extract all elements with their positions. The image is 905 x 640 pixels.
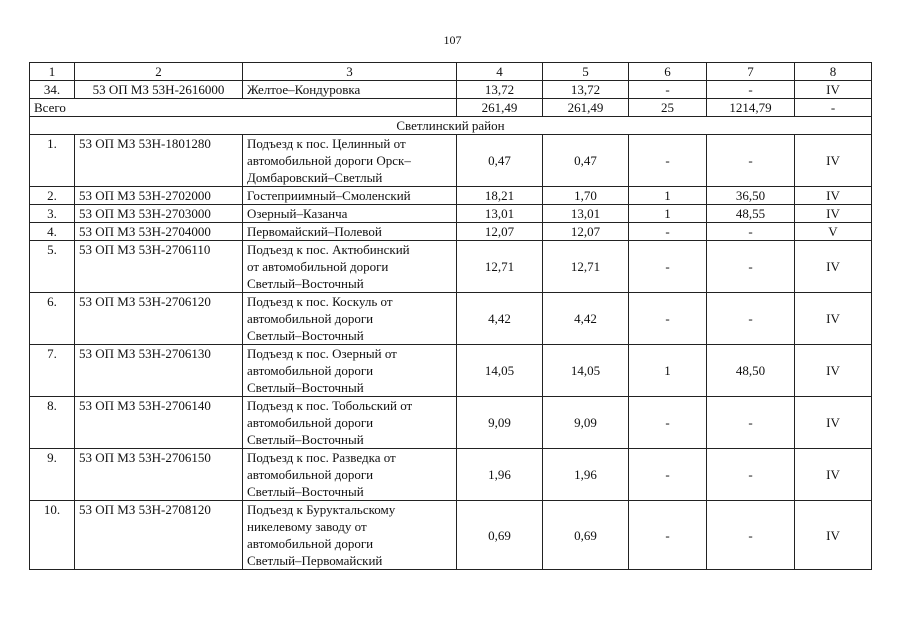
cell-col7: -: [707, 135, 795, 187]
road-name: [243, 223, 457, 241]
row-number: 2.: [30, 187, 75, 205]
road-code: 53 ОП МЗ 53Н-2706120: [75, 293, 243, 345]
page-number: 107: [443, 33, 462, 47]
header-cell: 5: [543, 63, 629, 81]
cell-col5: 12,07: [543, 223, 629, 241]
table-row: [30, 449, 872, 501]
road-name: Желтое–Кондуровка: [243, 81, 457, 99]
road-name: [243, 397, 457, 449]
row-number: 3.: [30, 205, 75, 223]
road-name-line: Озерный–Казанча: [247, 206, 348, 221]
cell-col8: IV: [795, 397, 872, 449]
road-name-line: Светлый–Восточный: [247, 276, 364, 291]
road-code: 53 ОП МЗ 53Н-2706110: [75, 241, 243, 293]
header-cell: 2: [75, 63, 243, 81]
road-name-line: Подъезд к пос. Тобольский от: [247, 398, 413, 413]
cell-col8: IV: [795, 81, 872, 99]
road-name: [243, 293, 457, 345]
road-name-line: автомобильной дороги: [247, 415, 374, 430]
total-col6: 25: [629, 99, 707, 117]
cell-col7: -: [707, 449, 795, 501]
cell-col6: 1: [629, 345, 707, 397]
section-row: [30, 117, 872, 135]
cell-col5: 1,70: [543, 187, 629, 205]
header-cell: 6: [629, 63, 707, 81]
road-name-line: Светлый–Восточный: [247, 380, 364, 395]
road-name-line: Подъезд к пос. Целинный от: [247, 136, 406, 151]
total-col4: 261,49: [457, 99, 543, 117]
road-name-line: автомобильной дороги: [247, 363, 374, 378]
road-name-line: Домбаровский–Светлый: [247, 170, 383, 185]
cell-col7: -: [707, 397, 795, 449]
cell-col7: 48,50: [707, 345, 795, 397]
cell-col8: IV: [795, 345, 872, 397]
cell-col6: -: [629, 501, 707, 570]
cell-col8: IV: [795, 501, 872, 570]
cell-col7: 36,50: [707, 187, 795, 205]
road-name-line: Светлый–Восточный: [247, 328, 364, 343]
cell-col7: -: [707, 293, 795, 345]
table-row: [30, 223, 872, 241]
road-name-line: Подъезд к пос. Коскуль от: [247, 294, 393, 309]
cell-col4: 4,42: [457, 293, 543, 345]
cell-col6: -: [629, 135, 707, 187]
road-name-line: Подъезд к пос. Разведка от: [247, 450, 396, 465]
road-code: 53 ОП МЗ 53Н-2702000: [75, 187, 243, 205]
table-row: [30, 241, 872, 293]
row-number: 1.: [30, 135, 75, 187]
cell-col5: 0,47: [543, 135, 629, 187]
road-name-line: никелевому заводу от: [247, 519, 367, 534]
table-row: [30, 135, 872, 187]
cell-col5: 1,96: [543, 449, 629, 501]
road-name: [243, 345, 457, 397]
road-name-line: Гостеприимный–Смоленский: [247, 188, 411, 203]
cell-col7: 48,55: [707, 205, 795, 223]
cell-col4: 0,69: [457, 501, 543, 570]
cell-col8: IV: [795, 187, 872, 205]
cell-col4: 13,01: [457, 205, 543, 223]
cell-col7: -: [707, 81, 795, 99]
cell-col6: -: [629, 449, 707, 501]
cell-col4: 12,71: [457, 241, 543, 293]
cell-col5: 4,42: [543, 293, 629, 345]
road-name: [243, 135, 457, 187]
cell-col4: 13,72: [457, 81, 543, 99]
table-row: [30, 81, 872, 99]
road-code: 53 ОП МЗ 53Н-2616000: [75, 81, 243, 99]
road-code: 53 ОП МЗ 53Н-2706140: [75, 397, 243, 449]
road-name-line: Подъезд к пос. Озерный от: [247, 346, 397, 361]
cell-col7: -: [707, 501, 795, 570]
table-row: [30, 187, 872, 205]
row-number: 8.: [30, 397, 75, 449]
road-name-line: автомобильной дороги: [247, 536, 374, 551]
cell-col4: 18,21: [457, 187, 543, 205]
cell-col6: 1: [629, 205, 707, 223]
total-col8: -: [795, 99, 872, 117]
cell-col8: IV: [795, 205, 872, 223]
road-name-line: автомобильной дороги: [247, 467, 374, 482]
cell-col4: 14,05: [457, 345, 543, 397]
road-code: 53 ОП МЗ 53Н-2706130: [75, 345, 243, 397]
row-number: 34.: [30, 81, 75, 99]
header-cell: 7: [707, 63, 795, 81]
road-name-line: Светлый–Первомайский: [247, 553, 383, 568]
cell-col6: -: [629, 223, 707, 241]
road-name: [243, 449, 457, 501]
cell-col4: 9,09: [457, 397, 543, 449]
road-name-line: Светлый–Восточный: [247, 432, 364, 447]
road-name: [243, 205, 457, 223]
total-label: Всего: [30, 99, 457, 117]
road-code: 53 ОП МЗ 53Н-2708120: [75, 501, 243, 570]
road-name-line: автомобильной дороги Орск–: [247, 153, 411, 168]
cell-col5: 13,01: [543, 205, 629, 223]
cell-col8: IV: [795, 449, 872, 501]
cell-col5: 0,69: [543, 501, 629, 570]
road-name-line: Подъезд к пос. Актюбинский: [247, 242, 410, 257]
road-name: [243, 241, 457, 293]
cell-col4: 0,47: [457, 135, 543, 187]
cell-col6: -: [629, 81, 707, 99]
header-cell: 4: [457, 63, 543, 81]
cell-col5: 13,72: [543, 81, 629, 99]
cell-col8: V: [795, 223, 872, 241]
cell-col6: -: [629, 397, 707, 449]
cell-col8: IV: [795, 135, 872, 187]
road-name: [243, 501, 457, 570]
row-number: 5.: [30, 241, 75, 293]
road-name-line: Светлый–Восточный: [247, 484, 364, 499]
road-code: 53 ОП МЗ 53Н-1801280: [75, 135, 243, 187]
cell-col6: -: [629, 293, 707, 345]
section-title: Светлинский район: [30, 117, 872, 135]
road-name-line: Подъезд к Буруктальскому: [247, 502, 396, 517]
cell-col8: IV: [795, 293, 872, 345]
table-row: [30, 397, 872, 449]
header-row: [30, 63, 872, 81]
cell-col4: 12,07: [457, 223, 543, 241]
header-cell: 1: [30, 63, 75, 81]
row-number: 4.: [30, 223, 75, 241]
road-name-line: от автомобильной дороги: [247, 259, 389, 274]
row-number: 9.: [30, 449, 75, 501]
table-row: [30, 205, 872, 223]
road-code: 53 ОП МЗ 53Н-2703000: [75, 205, 243, 223]
cell-col6: -: [629, 241, 707, 293]
road-code: 53 ОП МЗ 53Н-2704000: [75, 223, 243, 241]
header-cell: 8: [795, 63, 872, 81]
cell-col7: -: [707, 223, 795, 241]
total-col5: 261,49: [543, 99, 629, 117]
table-row: [30, 345, 872, 397]
table-row: [30, 293, 872, 345]
road-name-line: автомобильной дороги: [247, 311, 374, 326]
cell-col4: 1,96: [457, 449, 543, 501]
total-col7: 1214,79: [707, 99, 795, 117]
cell-col5: 9,09: [543, 397, 629, 449]
roads-table: [29, 62, 872, 570]
row-number: 10.: [30, 501, 75, 570]
road-code: 53 ОП МЗ 53Н-2706150: [75, 449, 243, 501]
row-number: 7.: [30, 345, 75, 397]
road-name: [243, 187, 457, 205]
cell-col7: -: [707, 241, 795, 293]
cell-col8: IV: [795, 241, 872, 293]
row-number: 6.: [30, 293, 75, 345]
cell-col5: 14,05: [543, 345, 629, 397]
header-cell: 3: [243, 63, 457, 81]
table-row: [30, 501, 872, 570]
cell-col6: 1: [629, 187, 707, 205]
total-row: [30, 99, 872, 117]
road-name-line: Первомайский–Полевой: [247, 224, 382, 239]
cell-col5: 12,71: [543, 241, 629, 293]
